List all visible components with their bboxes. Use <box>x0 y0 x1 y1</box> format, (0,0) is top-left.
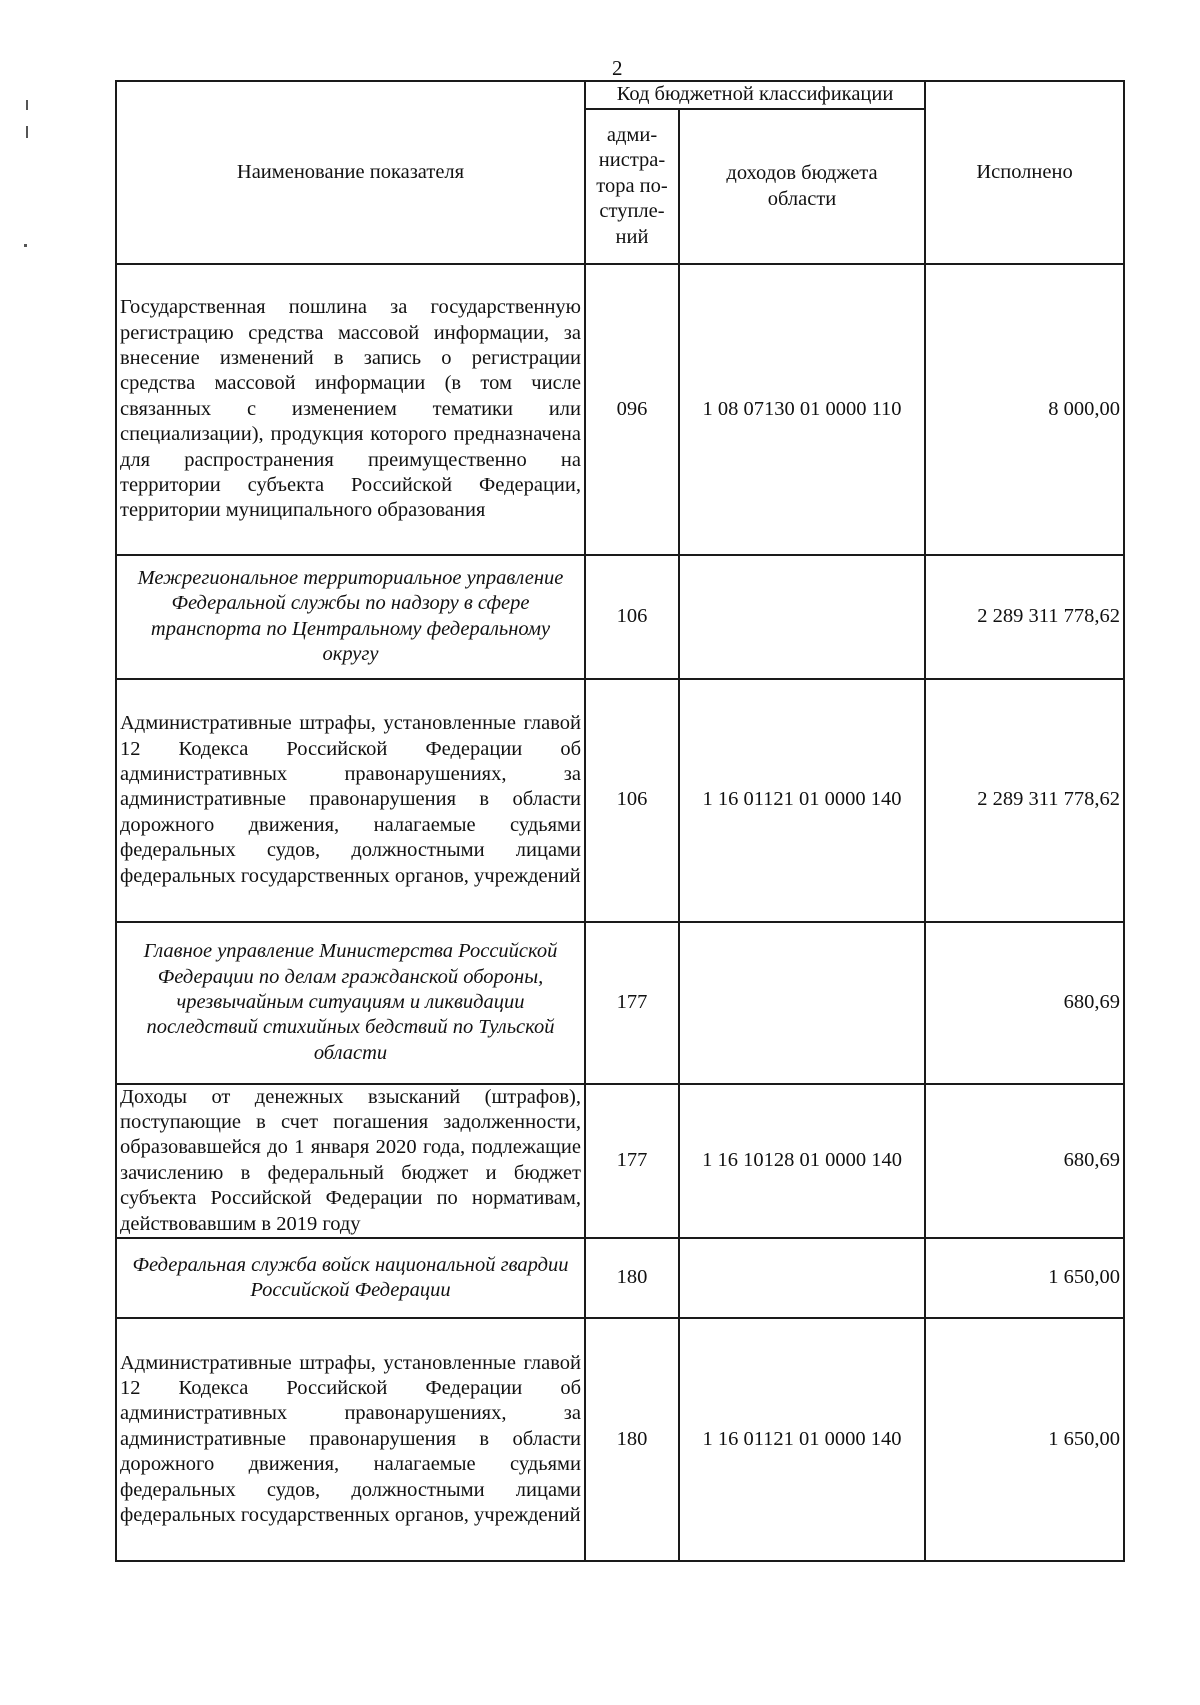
revenue-table <box>115 80 1125 1562</box>
row-admin-cell: 180 <box>585 1238 679 1318</box>
row-amount-cell: 680,69 <box>925 1084 1124 1238</box>
table-header <box>116 81 1124 264</box>
row-code-cell: 1 16 01121 01 0000 140 <box>679 679 925 922</box>
row-code-cell <box>679 1238 925 1318</box>
table-row <box>116 1084 1124 1238</box>
row-amount-cell: 8 000,00 <box>925 264 1124 555</box>
page-number: 2 <box>612 56 623 80</box>
row-amount-cell: 680,69 <box>925 922 1124 1084</box>
row-name-cell: Административные штрафы, установленные главой 12 Кодекса Российской Федерации об административных правонарушениях, за административные правонарушения в области дорожного движения, налагаемые судьями федеральных судов, должностными лицами федеральных государственных органов, учреждений <box>116 1318 585 1561</box>
scan-mark <box>26 126 28 138</box>
row-admin-cell: 180 <box>585 1318 679 1561</box>
row-name-cell: Главное управление Министерства Российской Федерации по делам гражданской обороны, чрезвычайным ситуациям и ликвидации последствий стихийных бедствий по Тульской области <box>116 922 585 1084</box>
row-code-cell: 1 16 01121 01 0000 140 <box>679 1318 925 1561</box>
header-income: доходов бюджета области <box>679 109 925 264</box>
row-code-cell: 1 08 07130 01 0000 110 <box>679 264 925 555</box>
organization-row <box>116 555 1124 679</box>
table-row <box>116 1318 1124 1561</box>
header-classification: Код бюджетной классификации <box>585 81 925 109</box>
row-code-cell <box>679 555 925 679</box>
row-admin-cell: 096 <box>585 264 679 555</box>
row-amount-cell: 1 650,00 <box>925 1238 1124 1318</box>
row-amount-cell: 2 289 311 778,62 <box>925 679 1124 922</box>
header-executed: Исполнено <box>925 81 1124 264</box>
organization-row <box>116 1238 1124 1318</box>
header-administrator: адми- нистра- тора по- ступле- ний <box>585 109 679 264</box>
row-admin-cell: 177 <box>585 922 679 1084</box>
table-row <box>116 679 1124 922</box>
row-name-cell: Межрегиональное территориальное управление Федеральной службы по надзору в сфере транспорта по Центральному федеральному округу <box>116 555 585 679</box>
row-name-cell: Доходы от денежных взысканий (штрафов), поступающие в счет погашения задолженности, образовавшейся до 1 января 2020 года, подлежащие зачислению в федеральный бюджет и бюджет субъекта Российской Федерации по нормативам, действовавшим в 2019 году <box>116 1084 585 1238</box>
table-body <box>116 264 1124 1561</box>
scan-mark <box>24 244 27 247</box>
row-name-cell: Административные штрафы, установленные главой 12 Кодекса Российской Федерации об административных правонарушениях, за административные правонарушения в области дорожного движения, налагаемые судьями федеральных судов, должностными лицами федеральных государственных органов, учреждений <box>116 679 585 922</box>
row-admin-cell: 106 <box>585 679 679 922</box>
row-amount-cell: 2 289 311 778,62 <box>925 555 1124 679</box>
row-code-cell: 1 16 10128 01 0000 140 <box>679 1084 925 1238</box>
row-name-cell: Государственная пошлина за государственную регистрацию средства массовой информации, за внесение изменений в запись о регистрации средства массовой информации (в том числе связанных с изменением тематики или специализации), продукция которого предназначена для распространения преимущественно на территории субъекта Российской Федерации, территории муниципального образования <box>116 264 585 555</box>
table-row <box>116 264 1124 555</box>
organization-row <box>116 922 1124 1084</box>
row-amount-cell: 1 650,00 <box>925 1318 1124 1561</box>
row-code-cell <box>679 922 925 1084</box>
row-admin-cell: 106 <box>585 555 679 679</box>
header-name: Наименование показателя <box>116 81 585 264</box>
row-name-cell: Федеральная служба войск национальной гвардии Российской Федерации <box>116 1238 585 1318</box>
scan-mark <box>26 100 28 110</box>
row-admin-cell: 177 <box>585 1084 679 1238</box>
